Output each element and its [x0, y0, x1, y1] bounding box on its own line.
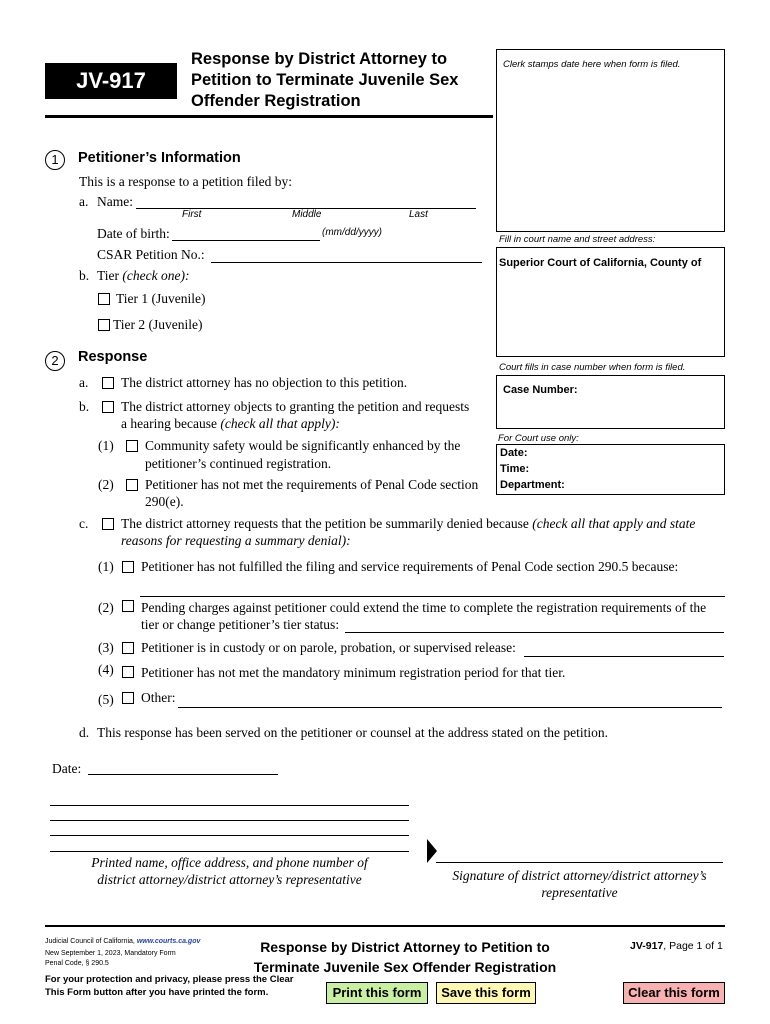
- response-c-label: c.: [79, 516, 89, 531]
- footer-council-text: Judicial Council of California,: [45, 938, 135, 945]
- response-c5-num: (5): [98, 692, 114, 707]
- signature-caption2: representative: [541, 885, 618, 900]
- response-b-text2: [121, 416, 340, 432]
- csar-label: CSAR Petition No.:: [97, 247, 205, 262]
- response-b1-text2: petitioner’s continued registration.: [145, 456, 332, 471]
- print-form-button[interactable]: Print this form: [326, 982, 428, 1004]
- court-use-date: Date:: [500, 447, 528, 459]
- printed-name-line3[interactable]: [50, 835, 409, 836]
- footer-website-link[interactable]: www.courts.ca.gov: [136, 938, 201, 945]
- footer-title-line2: Terminate Juvenile Sex Offender Registration: [253, 959, 557, 975]
- response-c4-num: (4): [98, 662, 114, 677]
- form-title-line3: Offender Registration: [191, 92, 361, 110]
- response-c-text: [121, 516, 695, 532]
- court-use-department: Department:: [500, 479, 565, 491]
- section1-number: 1: [45, 150, 65, 170]
- tier1-label: Tier 1 (Juvenile): [116, 291, 206, 306]
- section1-heading: Petitioner’s Information: [78, 150, 241, 166]
- response-b-hint: (check all that apply):: [220, 416, 340, 431]
- response-b2-text2: 290(e).: [145, 494, 184, 509]
- printed-name-line4[interactable]: [50, 851, 409, 852]
- item-b-label: b.: [79, 268, 90, 283]
- response-d-text: This response has been served on the petitioner or counsel at the address stated on the petition.: [97, 725, 608, 740]
- response-c1-text: Petitioner has not fulfilled the filing and service requirements of Penal Code section 290.5 because:: [141, 559, 679, 574]
- clerk-stamp-note: Clerk stamps date here when form is filed.: [503, 59, 681, 70]
- footer-page-info: [630, 940, 723, 952]
- response-c-hint2: reasons for requesting a summary denial):: [121, 533, 351, 548]
- footer-new-date: New September 1, 2023, Mandatory Form: [45, 950, 176, 957]
- section2-heading: Response: [78, 349, 148, 365]
- response-c3-checkbox[interactable]: [122, 642, 134, 654]
- response-c2-input[interactable]: [345, 632, 724, 633]
- response-b2-checkbox[interactable]: [126, 479, 138, 491]
- response-a-label: a.: [79, 375, 89, 390]
- dob-input[interactable]: [172, 240, 320, 241]
- response-c-hint1: (check all that apply and state: [532, 516, 696, 531]
- response-d-label: d.: [79, 725, 90, 740]
- response-c5-text: Other:: [141, 690, 176, 705]
- response-b-label: b.: [79, 399, 90, 414]
- response-b2-num: (2): [98, 477, 114, 492]
- footer-title: [230, 937, 580, 977]
- signature-input[interactable]: [436, 862, 723, 863]
- signature-date-label: Date:: [52, 761, 82, 776]
- form-id: JV-917: [76, 68, 146, 93]
- tier-label: [97, 268, 189, 284]
- csar-input[interactable]: [211, 262, 482, 263]
- signature-caption: [436, 867, 723, 901]
- response-b-text2-main: a hearing because: [121, 416, 217, 431]
- response-c3-num: (3): [98, 640, 114, 655]
- save-form-button[interactable]: Save this form: [436, 982, 536, 1004]
- footer-form-id: JV-917: [630, 940, 664, 952]
- response-b1-checkbox[interactable]: [126, 440, 138, 452]
- response-c5-input[interactable]: [178, 707, 722, 708]
- signature-arrow-icon: [427, 839, 439, 863]
- tier-hint: (check one):: [122, 268, 190, 283]
- response-c-text-main: The district attorney requests that the petition be summarily denied because: [121, 516, 529, 531]
- dob-format: (mm/dd/yyyy): [322, 227, 382, 238]
- first-name-caption: First: [182, 209, 202, 220]
- footer-penal-code: Penal Code, § 290.5: [45, 960, 109, 967]
- section1-intro: This is a response to a petition filed by:: [79, 174, 292, 189]
- name-label: Name:: [97, 194, 133, 209]
- header-rule: [45, 115, 493, 118]
- court-name: Superior Court of California, County of: [499, 257, 702, 269]
- footer-privacy-note: [45, 973, 293, 999]
- court-use-time: Time:: [500, 463, 530, 475]
- response-b2-text1: Petitioner has not met the requirements of Penal Code section: [145, 477, 479, 492]
- response-c5-checkbox[interactable]: [122, 692, 134, 704]
- footer-rule: [45, 925, 725, 927]
- response-a-checkbox[interactable]: [102, 377, 114, 389]
- response-b1-text1: Community safety would be significantly enhanced by the: [145, 438, 461, 453]
- printed-name-line1[interactable]: [50, 805, 409, 806]
- footer-council: [45, 938, 200, 945]
- response-c-checkbox[interactable]: [102, 518, 114, 530]
- response-c3-text: Petitioner is in custody or on parole, probation, or supervised release:: [141, 640, 516, 655]
- response-a-text: The district attorney has no objection to this petition.: [121, 375, 408, 390]
- response-b-checkbox[interactable]: [102, 401, 114, 413]
- footer-page-number: , Page 1 of 1: [663, 940, 723, 952]
- response-c2-num: (2): [98, 600, 114, 615]
- court-use-label: For Court use only:: [498, 433, 579, 444]
- last-name-caption: Last: [409, 209, 428, 220]
- response-b-text1: The district attorney objects to granting the petition and requests: [121, 399, 470, 414]
- response-c2-text2: tier or change petitioner’s tier status:: [141, 617, 340, 632]
- footer-title-line1: Response by District Attorney to Petition to: [260, 939, 550, 955]
- case-number-note: Court fills in case number when form is filed.: [499, 362, 686, 373]
- tier1-checkbox[interactable]: [98, 293, 110, 305]
- response-c4-text: Petitioner has not met the mandatory minimum registration period for that tier.: [141, 665, 566, 680]
- clear-form-button[interactable]: Clear this form: [623, 982, 725, 1004]
- middle-name-caption: Middle: [292, 209, 322, 220]
- form-title: [191, 49, 458, 112]
- signature-caption1: Signature of district attorney/district attorney’s: [452, 868, 707, 883]
- response-c1-num: (1): [98, 559, 114, 574]
- footer-privacy-line2: This Form button after you have printed the form.: [45, 987, 269, 998]
- court-address-label: Fill in court name and street address:: [499, 234, 656, 245]
- signature-date-input[interactable]: [88, 774, 278, 775]
- response-c3-input[interactable]: [524, 656, 724, 657]
- dob-label: Date of birth:: [97, 226, 170, 241]
- case-number-label: Case Number:: [503, 384, 578, 396]
- response-c1-checkbox[interactable]: [122, 561, 134, 573]
- tier2-label: Tier 2 (Juvenile): [113, 317, 203, 332]
- response-b1-num: (1): [98, 438, 114, 453]
- response-c1-input[interactable]: [140, 596, 725, 597]
- response-c4-checkbox[interactable]: [122, 666, 134, 678]
- section2-number: 2: [45, 351, 65, 371]
- printed-name-caption2: district attorney/district attorney’s representative: [97, 872, 362, 887]
- printed-name-caption1: Printed name, office address, and phone number of: [91, 855, 368, 870]
- item-a-label: a.: [79, 194, 89, 209]
- response-c2-text1: Pending charges against petitioner could extend the time to complete the registration requirements of the: [141, 600, 707, 615]
- footer-privacy-line1: For your protection and privacy, please press the Clear: [45, 974, 294, 985]
- clerk-stamp-box[interactable]: [496, 49, 725, 232]
- printed-name-line2[interactable]: [50, 820, 409, 821]
- form-title-line1: Response by District Attorney to: [191, 50, 448, 68]
- tier2-checkbox[interactable]: [98, 319, 110, 331]
- printed-name-caption: [50, 854, 409, 888]
- form-title-line2: Petition to Terminate Juvenile Sex: [191, 71, 459, 89]
- tier-label-text: Tier: [97, 268, 120, 283]
- response-c2-checkbox[interactable]: [122, 600, 134, 612]
